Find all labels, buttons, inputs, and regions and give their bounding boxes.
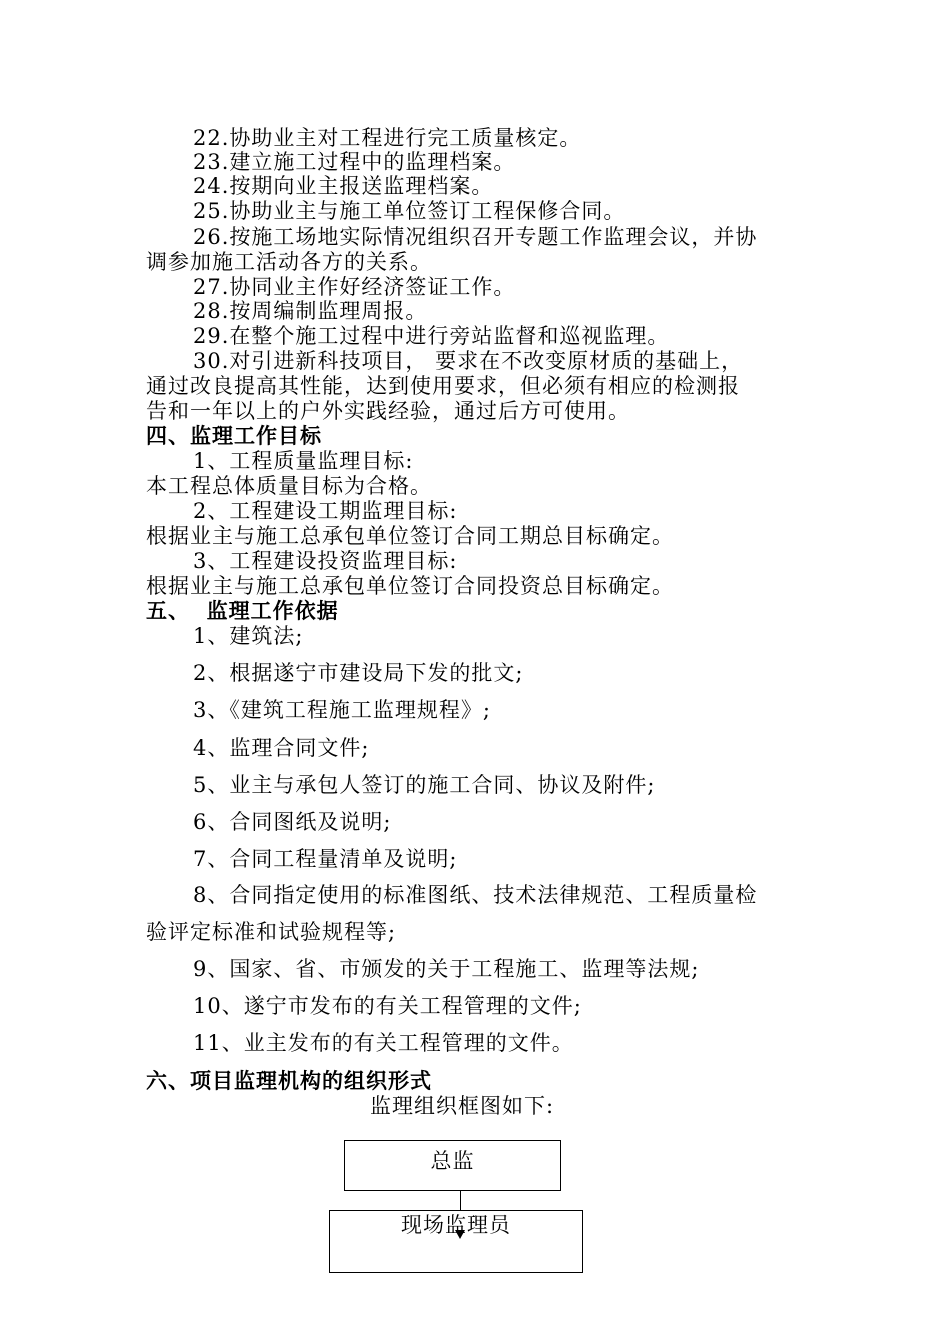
section-4-heading: 四、监理工作目标 xyxy=(146,423,322,448)
basis-item-8: 8、合同指定使用的标准图纸、技术法律规范、工程质量检 xyxy=(193,883,758,907)
basis-item-2: 2、根据遂宁市建设局下发的批文; xyxy=(193,661,524,685)
basis-item-11: 11、业主发布的有关工程管理的文件。 xyxy=(193,1031,574,1055)
basis-item-9: 9、国家、省、市颁发的关于工程施工、监理等法规; xyxy=(193,957,700,981)
duty-item-30-cont-2: 告和一年以上的户外实践经验，通过后方可使用。 xyxy=(146,399,630,423)
goal-1-title: 1、工程质量监理目标: xyxy=(193,449,414,473)
org-chart-intro: 监理组织框图如下: xyxy=(370,1094,555,1118)
basis-item-10: 10、遂宁市发布的有关工程管理的文件; xyxy=(193,994,582,1018)
duty-item-25: 25.协助业主与施工单位签订工程保修合同。 xyxy=(193,199,626,223)
basis-item-1: 1、建筑法; xyxy=(193,624,304,648)
goal-3-title: 3、工程建设投资监理目标: xyxy=(193,549,458,573)
basis-item-6: 6、合同图纸及说明; xyxy=(193,810,392,834)
basis-item-7: 7、合同工程量清单及说明; xyxy=(193,847,458,871)
basis-item-3: 3、《建筑工程施工监理规程》; xyxy=(193,698,491,722)
duty-item-29: 29.在整个施工过程中进行旁站监督和巡视监理。 xyxy=(193,324,670,348)
duty-item-30-cont-1: 通过改良提高其性能，达到使用要求，但必须有相应的检测报 xyxy=(146,374,740,398)
goal-2-title: 2、工程建设工期监理目标: xyxy=(193,499,458,523)
goal-3-text: 根据业主与施工总承包单位签订合同投资总目标确定。 xyxy=(146,574,674,598)
org-chart-label-chief: 总监 xyxy=(430,1149,475,1173)
arrow-down-icon xyxy=(455,1230,465,1239)
duty-item-28: 28.按周编制监理周报。 xyxy=(193,299,428,323)
duty-item-26: 26.按施工场地实际情况组织召开专题工作监理会议，并协 xyxy=(193,225,758,249)
duty-item-22: 22.协助业主对工程进行完工质量核定。 xyxy=(193,126,582,150)
section-6-heading: 六、项目监理机构的组织形式 xyxy=(146,1068,432,1093)
basis-item-8-cont: 验评定标准和试验规程等; xyxy=(146,920,397,944)
org-chart-box-chief xyxy=(344,1140,561,1191)
org-chart-label-site-supervisor: 现场监理员 xyxy=(401,1213,511,1237)
org-chart-box-site-supervisor xyxy=(329,1210,583,1273)
basis-item-4: 4、监理合同文件; xyxy=(193,736,370,760)
duty-item-24: 24.按期向业主报送监理档案。 xyxy=(193,174,494,198)
goal-1-text: 本工程总体质量目标为合格。 xyxy=(146,474,432,498)
duty-item-27: 27.协同业主作好经济签证工作。 xyxy=(193,275,516,299)
duty-item-26-cont: 调参加施工活动各方的关系。 xyxy=(146,250,432,274)
duty-item-30: 30.对引进新科技项目， 要求在不改变原材质的基础上， xyxy=(193,349,744,373)
basis-item-5: 5、业主与承包人签订的施工合同、协议及附件; xyxy=(193,773,656,797)
section-5-heading: 五、 监理工作依据 xyxy=(146,598,339,623)
duty-item-23: 23.建立施工过程中的监理档案。 xyxy=(193,150,516,174)
goal-2-text: 根据业主与施工总承包单位签订合同工期总目标确定。 xyxy=(146,524,674,548)
